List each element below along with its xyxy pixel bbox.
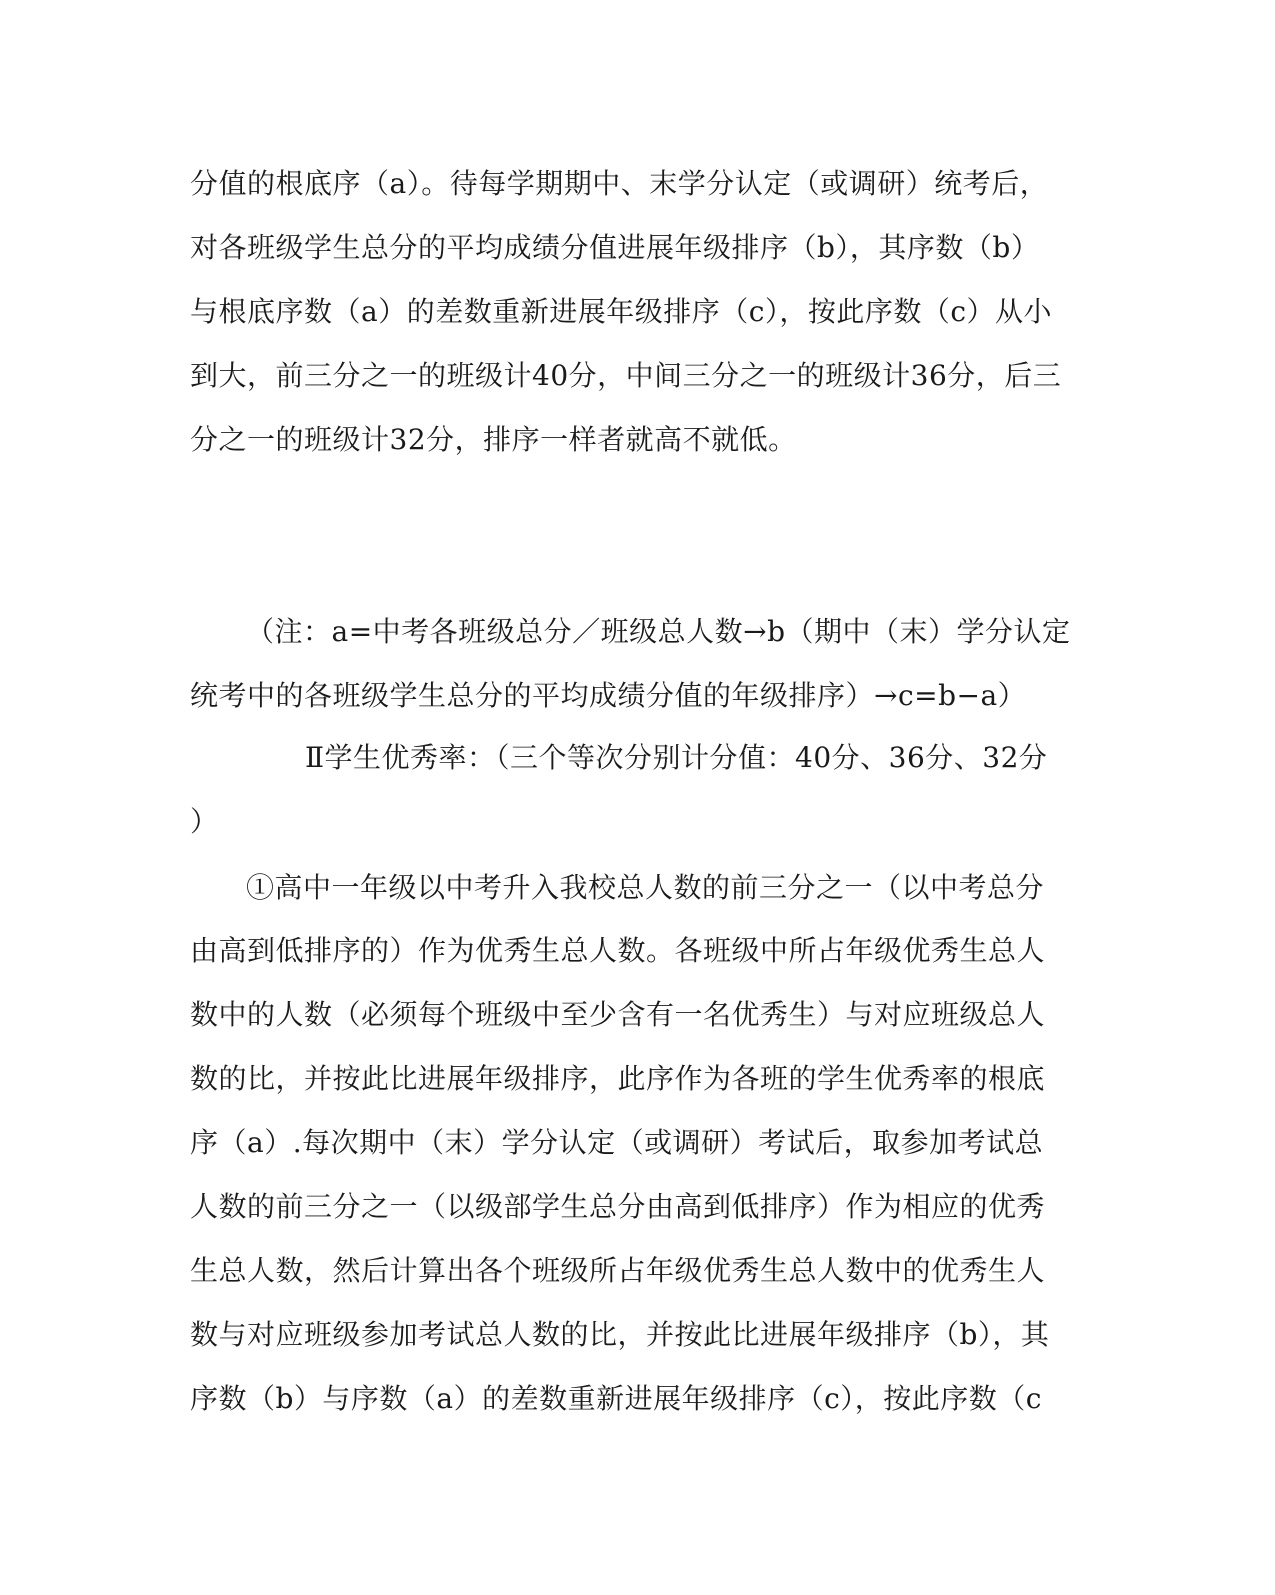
note-line-1: （注：a=中考各班级总分／班级总人数→b（期中（末）学分认定 — [246, 615, 1071, 648]
paragraph2-line-8: 数与对应班级参加考试总人数的比，并按此比进展年级排序（b），其 — [190, 1318, 1050, 1351]
paragraph1-line-5: 分之一的班级计32分，排序一样者就高不就低。 — [190, 423, 797, 456]
paragraph2-line-1: ①高中一年级以中考升入我校总人数的前三分之一（以中考总分 — [246, 871, 1045, 904]
section2-heading-close: ） — [190, 805, 219, 838]
paragraph1-line-4: 到大，前三分之一的班级计40分，中间三分之一的班级计36分，后三 — [190, 359, 1062, 392]
paragraph1-line-3: 与根底序数（a）的差数重新进展年级排序（c），按此序数（c）从小 — [190, 295, 1053, 328]
paragraph2-line-3: 数中的人数（必须每个班级中至少含有一名优秀生）与对应班级总人 — [190, 998, 1046, 1031]
paragraph2-line-7: 生总人数，然后计算出各个班级所占年级优秀生总人数中的优秀生人 — [190, 1254, 1046, 1287]
paragraph1-line-1: 分值的根底序（a）。待每学期期中、末学分认定（或调研）统考后， — [190, 167, 1049, 200]
paragraph1-line-2: 对各班级学生总分的平均成绩分值进展年级排序（b），其序数（b） — [190, 231, 1040, 264]
paragraph2-line-2: 由高到低排序的）作为优秀生总人数。各班级中所占年级优秀生总人 — [190, 934, 1046, 967]
paragraph2-line-4: 数的比，并按此比进展年级排序，此序作为各班的学生优秀率的根底 — [190, 1062, 1046, 1095]
paragraph2-line-6: 人数的前三分之一（以级部学生总分由高到低排序）作为相应的优秀 — [190, 1190, 1046, 1223]
note-line-2: 统考中的各班级学生总分的平均成绩分值的年级排序）→c=b−a） — [190, 679, 1027, 712]
paragraph2-line-5: 序（a）.每次期中（末）学分认定（或调研）考试后，取参加考试总 — [190, 1126, 1044, 1159]
paragraph2-line-9: 序数（b）与序数（a）的差数重新进展年级排序（c），按此序数（c — [190, 1382, 1042, 1415]
section2-heading: Ⅱ学生优秀率：（三个等次分别计分值：40分、36分、32分 — [305, 741, 1048, 774]
